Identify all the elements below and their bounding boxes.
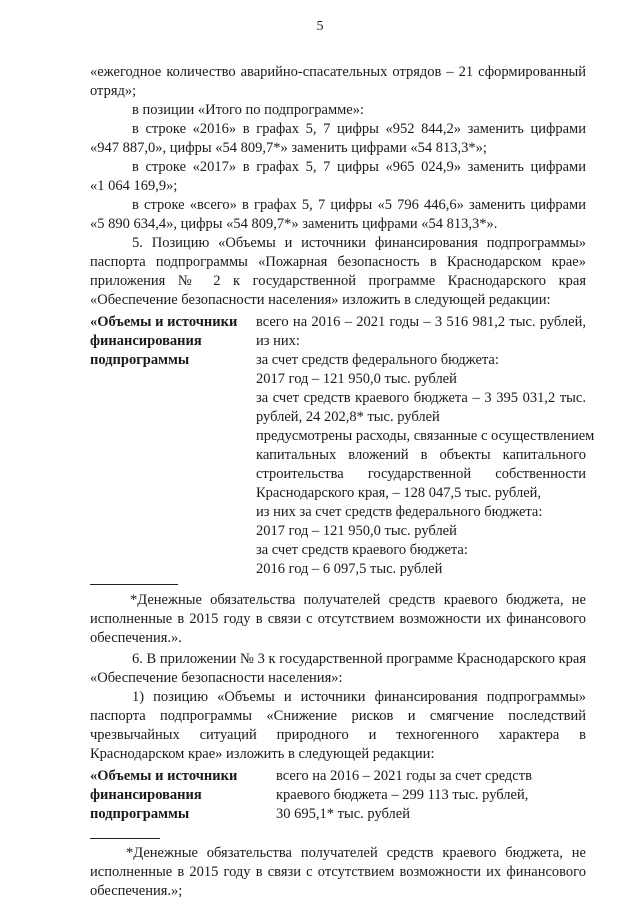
para6-1-line-1: 1) позицию «Объемы и источники финансирования подпрограммы» xyxy=(132,689,586,705)
table1-line-12: 2017 год – 121 950,0 тыс. рублей xyxy=(256,523,457,539)
row-2017-line-2: «1 064 169,9»; xyxy=(90,178,178,194)
para6-1-line-4: Краснодарском крае» изложить в следующей редакции: xyxy=(90,746,435,762)
footnote1-line-3: обеспечения.». xyxy=(90,630,182,646)
table1-line-10: Краснодарского края, – 128 047,5 тыс. рублей, xyxy=(256,485,542,501)
para5-line-2: паспорта подпрограммы «Пожарная безопасность в Краснодарском крае» xyxy=(90,254,586,270)
footnote-rule-1 xyxy=(90,584,178,585)
page-number: 5 xyxy=(316,19,324,34)
footnote1-line-1: *Денежные обязательства получателей средств краевого бюджета, не xyxy=(130,592,586,608)
continuation-line-2: отряд»; xyxy=(90,83,137,99)
table1-line-9: строительства государственной собственности xyxy=(256,466,586,482)
continuation-line-1: «ежегодное количество аварийно-спасательных отрядов – 21 сформированный xyxy=(90,64,586,80)
table2-line-3: 30 695,1* тыс. рублей xyxy=(276,806,410,822)
table1-line-6: рублей, 24 202,8* тыс. рублей xyxy=(256,409,440,425)
row-vsego-line-1: в строке «всего» в графах 5, 7 цифры «5 796 446,6» заменить цифрами xyxy=(132,197,586,213)
table2-label-line-2: финансирования xyxy=(90,787,202,803)
table1-line-1: всего на 2016 – 2021 годы – 3 516 981,2 тыс. рублей, xyxy=(256,314,586,330)
footnote2-line-3: обеспечения.»; xyxy=(90,883,183,899)
table1-line-4: 2017 год – 121 950,0 тыс. рублей xyxy=(256,371,457,387)
table1-line-13: за счет средств краевого бюджета: xyxy=(256,542,468,558)
table1-line-5: за счет средств краевого бюджета – 3 395 031,2 тыс. xyxy=(256,390,586,406)
table1-line-3: за счет средств федерального бюджета: xyxy=(256,352,499,368)
para6-1-line-2: паспорта подпрограммы «Снижение рисков и смягчение последствий xyxy=(90,708,586,724)
footnote-rule-2 xyxy=(90,838,160,839)
itogo-position: в позиции «Итого по подпрограмме»: xyxy=(132,102,365,118)
table1-label-line-3: подпрограммы xyxy=(90,352,190,368)
para5-line-1: 5. Позицию «Объемы и источники финансирования подпрограммы» xyxy=(132,235,586,251)
table2-label-line-1: «Объемы и источники xyxy=(90,768,238,784)
row-2016-line-2: «947 887,0», цифры «54 809,7*» заменить цифрами «54 813,3*»; xyxy=(90,140,487,156)
footnote2-line-2: исполненные в 2015 году в связи с отсутствием возможности их финансового xyxy=(90,864,586,880)
row-2016-line-1: в строке «2016» в графах 5, 7 цифры «952 844,2» заменить цифрами xyxy=(132,121,586,137)
para5-line-3: приложения № 2 к государственной программе Краснодарского края xyxy=(90,273,586,289)
footnote2-line-1: *Денежные обязательства получателей средств краевого бюджета, не xyxy=(126,845,586,861)
table2-label-line-3: подпрограммы xyxy=(90,806,190,822)
table1-line-14: 2016 год – 6 097,5 тыс. рублей xyxy=(256,561,443,577)
row-2017-line-1: в строке «2017» в графах 5, 7 цифры «965 024,9» заменить цифрами xyxy=(132,159,586,175)
para5-line-4: «Обеспечение безопасности населения» изложить в следующей редакции: xyxy=(90,292,551,308)
table1-line-8: капитальных вложений в объекты капитального xyxy=(256,447,586,463)
para6-line-1: 6. В приложении № 3 к государственной программе Краснодарского края xyxy=(132,651,586,667)
table1-line-2: из них: xyxy=(256,333,300,349)
footnote1-line-2: исполненные в 2015 году в связи с отсутствием возможности их финансового xyxy=(90,611,586,627)
table2-line-2: краевого бюджета – 299 113 тыс. рублей, xyxy=(276,787,529,803)
para6-1-line-3: чрезвычайных ситуаций природного и техногенного характера в xyxy=(90,727,586,743)
table1-line-11: из них за счет средств федерального бюджета: xyxy=(256,504,543,520)
table2-line-1: всего на 2016 – 2021 годы за счет средств xyxy=(276,768,532,784)
table1-line-7: предусмотрены расходы, связанные с осуществлением xyxy=(256,428,595,444)
para6-line-2: «Обеспечение безопасности населения»: xyxy=(90,670,343,686)
row-vsego-line-2: «5 890 634,4», цифры «54 809,7*» заменить цифрами «54 813,3*». xyxy=(90,216,498,232)
table1-label-line-1: «Объемы и источники xyxy=(90,314,238,330)
table1-label-line-2: финансирования xyxy=(90,333,202,349)
